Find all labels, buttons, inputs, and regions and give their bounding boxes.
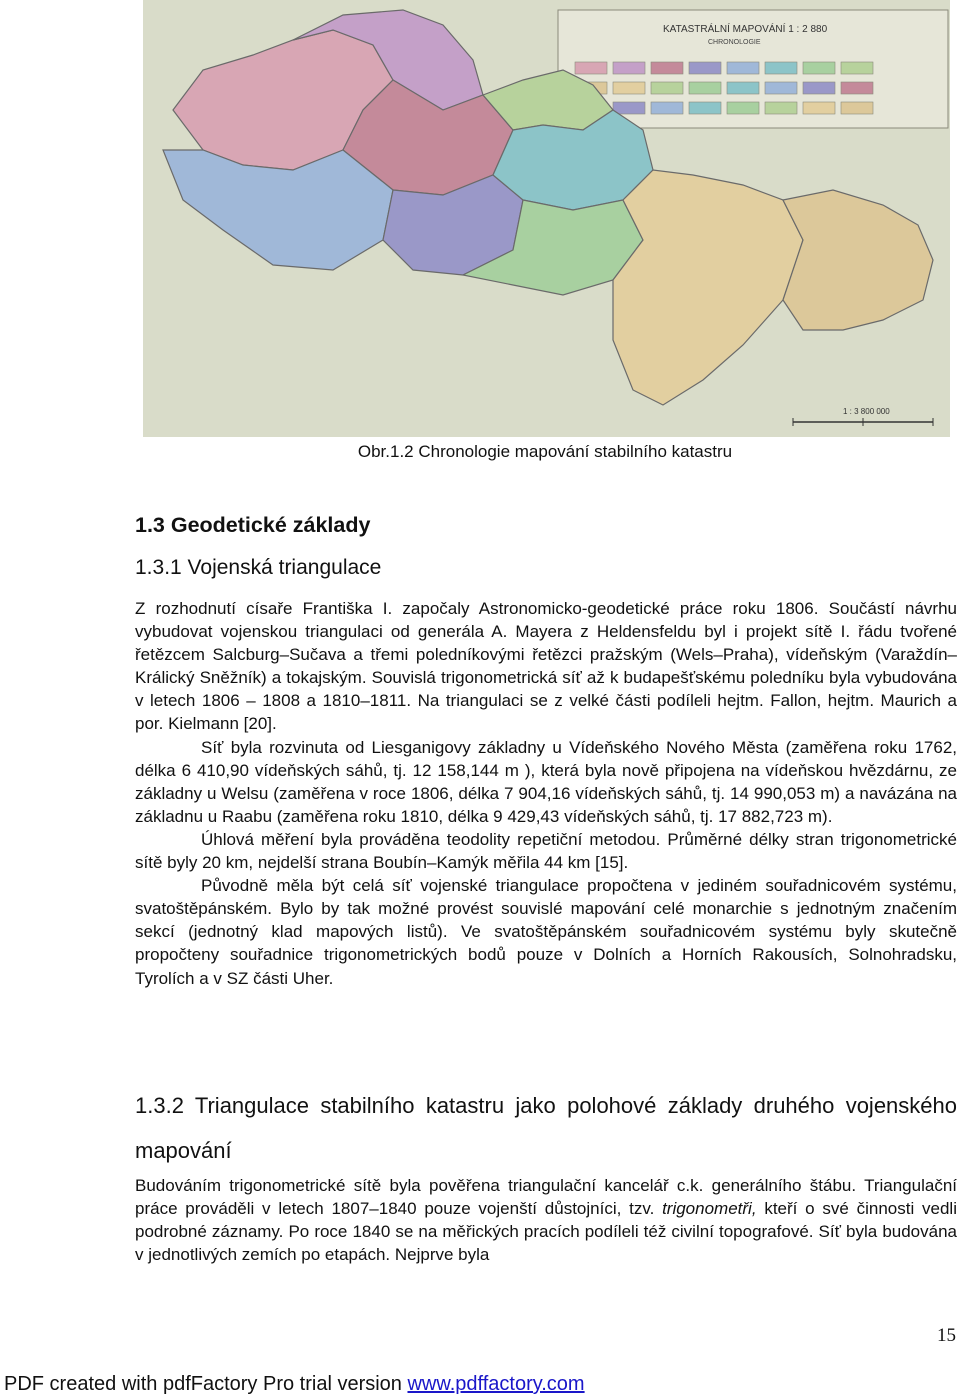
- legend-swatch: [689, 102, 721, 114]
- section-body-2: [135, 1174, 957, 1266]
- chronology-map-figure: [143, 0, 950, 437]
- legend-swatch: [765, 62, 797, 74]
- legend-swatch: [803, 82, 835, 94]
- paragraph-1: Z rozhodnutí císaře Františka I. započaly Astronomicko-geodetické práce roku 1806. Součástí návrhu vybudovat vojenskou triangulaci od generála A. Mayera z Heldensfeldu byl i projekt sítě I. řádu tvořené řetězcem Salcburg–Sučava a třemi poledníkovými řetězci pražským (Wels–Praha), vídeňským (Varaždín–Králický Sněžník) a tokajským. Souvislá trigonometrická síť až k budapešťskému poledníku byla vybudována v letech 1806 – 1808 a 1810–1811. Na triangulaci se z velké části podíleli hejtm. Fallon, hejtm. Maurich a por. Kielmann [20].: [135, 599, 957, 734]
- legend-swatch: [613, 82, 645, 94]
- cadastral-map: [143, 0, 950, 437]
- legend-swatch: [613, 62, 645, 74]
- legend-swatch: [727, 82, 759, 94]
- map-title: KATASTRÁLNÍ MAPOVÁNÍ 1 : 2 880: [663, 24, 828, 35]
- legend-swatch: [613, 102, 645, 114]
- legend-swatch: [651, 102, 683, 114]
- figure-caption: Obr.1.2 Chronologie mapování stabilního katastru: [357, 442, 733, 461]
- legend-swatch: [841, 102, 873, 114]
- paragraph-4: Původně měla být celá síť vojenské triangulace propočtena v jediném souřadnicovém systému, svatoštěpánském. Bylo by tak možné provést souvislé mapování celé monarchie s jednotným značením sekcí (jednotný klad mapových listů). Ve svatoštěpánském souřadnicovém systému byly skutečně propočteny souřadnice trigonometrických bodů pouze v Dolních a Horních Rakousích, Solnohradsku, Tyrolích a v SZ části Uher.: [135, 876, 957, 988]
- legend-swatch: [651, 82, 683, 94]
- legend-swatch: [651, 62, 683, 74]
- paragraph-3: Úhlová měření byla prováděna teodolity repetiční metodou. Průměrné délky stran trigonometrické sítě byly 20 km, nejdelší strana Boubín–Kamýk měřila 44 km [15].: [135, 829, 957, 873]
- paragraph-5: Budováním trigonometrické sítě byla pověřena triangulační kancelář c.k. generálního štábu. Triangulační práce prováděli v letech 1807–1840 pouze vojenští důstojníci, tzv. trigonometři, kteří o své činnosti vedli podrobné záznamy. Po roce 1840 se na měřických pracích podíleli též civilní topografové. Síť byla budována v jednotlivých zemích po etapách. Nejprve byla: [135, 1176, 957, 1265]
- section-heading: 1.3 Geodetické základy: [135, 513, 371, 537]
- legend-swatch: [803, 62, 835, 74]
- legend-swatch: [765, 82, 797, 94]
- page-number: 15: [937, 1325, 956, 1346]
- section-body: [135, 597, 957, 990]
- pdf-footer: PDF created with pdfFactory Pro trial version www.pdffactory.com: [4, 1373, 585, 1395]
- legend-swatch: [727, 102, 759, 114]
- legend-swatch: [689, 62, 721, 74]
- pdffactory-link[interactable]: www.pdffactory.com: [407, 1373, 585, 1395]
- legend-swatch: [575, 62, 607, 74]
- map-legend: [558, 10, 948, 128]
- svg-text:1 : 3 800 000: 1 : 3 800 000: [843, 407, 890, 416]
- legend-swatch: [803, 102, 835, 114]
- legend-swatch: [689, 82, 721, 94]
- paragraph-2: Síť byla rozvinuta od Liesganigovy základny u Vídeňského Nového Města (zaměřena roku 1762, délka 6 410,90 vídeňských sáhů, tj. 12 158,144 m ), která byla nově připojena na vídeňskou hvězdárnu, ze základny u Welsu (zaměřena v roce 1806, délka 7 904,16 vídeňských sáhů, tj. 14 990,053 m) a navázána na základnu u Raabu (zaměřena roku 1810, délka 9 429,43 vídeňských sáhů, tj. 17 882,723 m).: [135, 737, 957, 826]
- legend-swatch: [841, 82, 873, 94]
- legend-swatch: [841, 62, 873, 74]
- subsection-heading-1: 1.3.1 Vojenská triangulace: [135, 556, 382, 579]
- legend-swatch: [727, 62, 759, 74]
- legend-swatch: [765, 102, 797, 114]
- subsection-heading-2: 1.3.2 Triangulace stabilního katastru jako polohové základy druhého vojenského mapování: [135, 1093, 957, 1163]
- map-subtitle: CHRONOLOGIE: [708, 39, 761, 46]
